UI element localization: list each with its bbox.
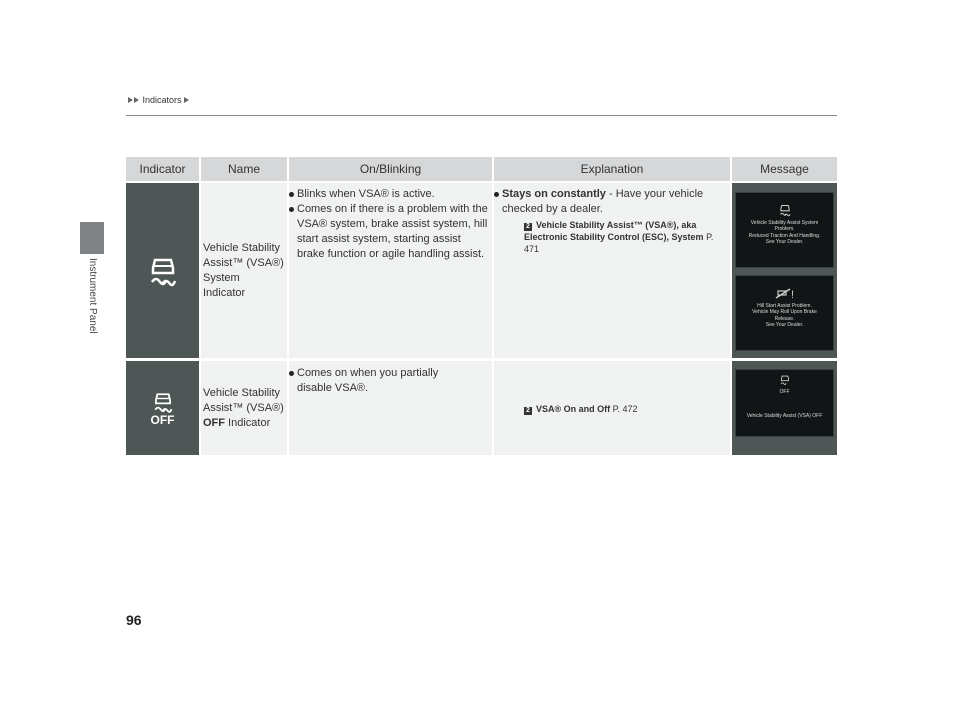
col-header-name: Name [201, 157, 287, 181]
hill-start-message-screen: ! Hill Start Assist Problem. Vehicle May Roll Upon Brake Release. See Your Dealer. [735, 275, 834, 351]
breadcrumb-label: Indicators [142, 95, 182, 105]
hill-start-warning-icon [774, 286, 796, 300]
vsa-off-message-cell [732, 361, 837, 455]
svg-text:!: ! [790, 289, 794, 300]
breadcrumb[interactable] [128, 95, 190, 105]
vsa-name: Vehicle Stability Assist™ (VSA®) System Indicator [203, 242, 284, 299]
vsa-skid-car-icon [779, 374, 791, 386]
vsa-off-indicator-icon-cell [126, 361, 199, 455]
breadcrumb-arrow-icon [184, 97, 189, 103]
vsa-indicator-icon-cell [126, 183, 199, 358]
vsa-explanation-item: Stays on constantly - Have your vehicle checked by a dealer. [494, 187, 726, 217]
vsa-off-icon-label: OFF [150, 413, 175, 427]
vsa-off-blinking-item: Comes on when you partially disable VSA®. [289, 366, 459, 396]
vsa-off-message-screen: OFF Vehicle Stability Assist (VSA) OFF [735, 369, 834, 437]
page-number: 96 [126, 612, 142, 628]
chapter-tab-marker [80, 222, 104, 254]
col-header-message: Message [732, 157, 837, 181]
vsa-explanation-cell [494, 183, 730, 358]
vsa-off-blinking-cell [289, 361, 492, 455]
vsa-blinking-cell [289, 183, 492, 358]
chapter-side-label: Instrument Panel [87, 258, 98, 334]
vsa-off-name: Vehicle Stability Assist™ (VSA®) OFF Indicator [203, 387, 284, 429]
vsa-message-cell [732, 183, 837, 358]
header-rule [126, 115, 837, 116]
vsa-name-cell [201, 183, 287, 358]
vsa-off-name-cell [201, 361, 287, 455]
breadcrumb-arrow-icon [134, 97, 139, 103]
vsa-on-off-reference-link[interactable]: 2 VSA® On and Off P. 472 [524, 403, 724, 415]
vsa-blinking-item: Comes on if there is a problem with the VSA® system, brake assist system, hill start assist system, starting assist brake function or agile handling assist. [289, 202, 489, 262]
vsa-message-screen: Vehicle Stability Assist System Problem. Reduced Traction And Handling. See Your Dealer. [735, 192, 834, 268]
vsa-reference-link[interactable]: 2 Vehicle Stability Assist™ (VSA®), aka Electronic Stability Control (ESC), System P. 471 [524, 220, 714, 254]
vsa-skid-car-icon [778, 203, 792, 217]
vsa-skid-car-icon [148, 254, 178, 288]
col-header-explanation: Explanation [494, 157, 730, 181]
vsa-off-skid-car-icon [151, 390, 175, 414]
vsa-off-explanation-cell [494, 361, 730, 455]
col-header-indicator: Indicator [126, 157, 199, 181]
col-header-on-blinking: On/Blinking [289, 157, 492, 181]
reference-arrow-icon: 2 [524, 223, 532, 231]
breadcrumb-arrow-icon [128, 97, 133, 103]
vsa-blinking-item: Blinks when VSA® is active. [289, 187, 489, 202]
reference-arrow-icon: 2 [524, 407, 532, 415]
